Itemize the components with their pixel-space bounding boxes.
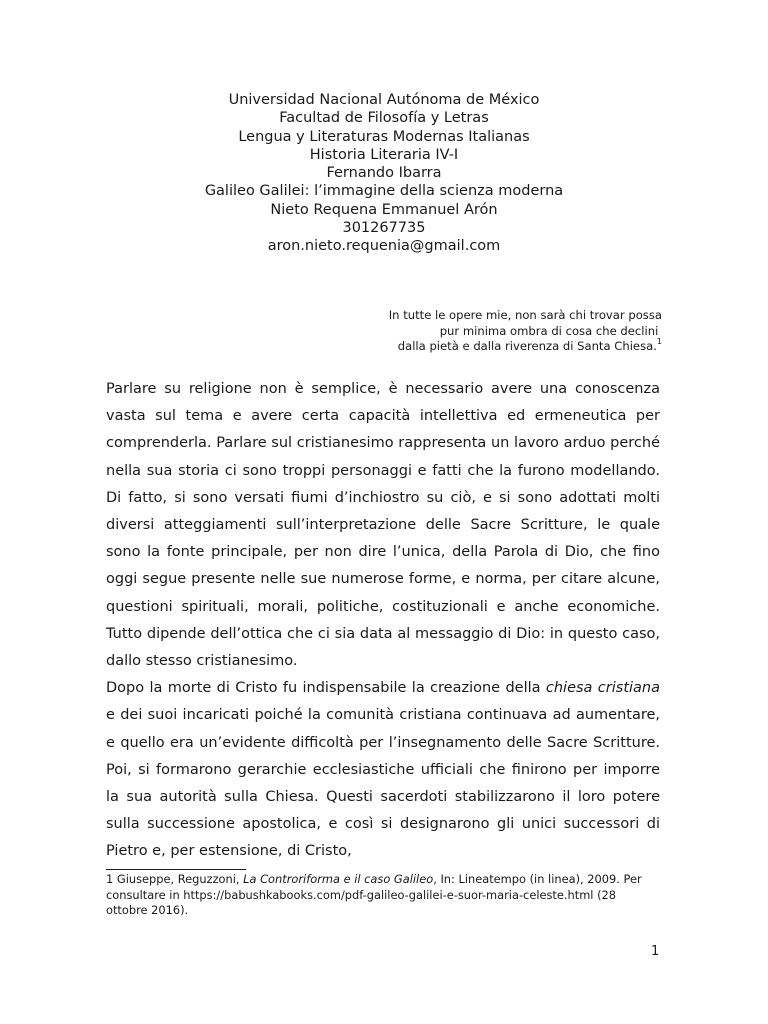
footnote-number: 1	[106, 872, 114, 886]
essay-body	[106, 376, 660, 866]
author-name: Nieto Requena Emmanuel Arón	[270, 201, 498, 218]
degree-program: Lengua y Literaturas Modernas Italianas	[238, 128, 530, 145]
paragraph: Dopo la morte di Cristo fu indispensabile la creazione della chiesa cristiana e dei suoi incaricati poiché la comunità cristiana continuava ad aumentare, e quello era un’evidente difficoltà per l’insegnamento delle Sacre Scritture. Poi, si formarono gerarchie ecclesiastiche ufficiali che finirono per imporre la sua autorità sulla Chiesa. Questi sacerdoti stabilizzarono il loro potere sulla successione apostolica, e così si designarono gli unici successori di Pietro e, per estensione, di Cristo,	[106, 680, 660, 860]
epigraph	[389, 308, 662, 355]
cited-work-title: La Controriforma e il caso Galileo	[243, 872, 434, 886]
footnote-reference: 1	[656, 337, 662, 347]
footnote-separator	[106, 869, 246, 870]
epigraph-line: dalla pietà e dalla riverenza di Santa Chiesa.$^1$	[397, 337, 662, 354]
paragraph: Parlare su religione non è semplice, è necessario avere una conoscenza vasta sul tema e avere certa capacità intellettiva ed ermeneutica per comprenderla. Parlare sul cristianesimo rappresenta un lavoro arduo perché nella sua storia ci sono troppi personaggi e fatti che la furono modellando. Di fatto, si sono versati fiumi d’inchiostro su ciò, e si sono adottati molti diversi atteggiamenti sull’interpretazione delle Sacre Scritture, le quale sono la fonte principale, per non dire l’unica, della Parola di Dio, che fino oggi segue presente nelle sue numerose forme, e norma, per citare alcune, questioni spirituali, morali, politiche, costituzionali e anche economiche. Tutto dipende dell’ottica che ci sia data al messaggio di Dio: in questo caso, dallo stesso cristianesimo.	[106, 381, 660, 670]
page-number: 1	[651, 944, 660, 959]
essay-title: Galileo Galilei: l’immagine della scienza moderna	[204, 183, 564, 200]
student-id: 301267735	[342, 220, 426, 237]
epigraph-line: In tutte le opere mie, non sarà chi trovar possa	[388, 308, 662, 322]
author-email: aron.nieto.requenia@gmail.com	[267, 238, 501, 255]
faculty-name: Facultad de Filosofía y Letras	[279, 110, 489, 127]
emphasized-term: chiesa cristiana	[545, 680, 660, 697]
course-name: Historia Literaria IV-I	[309, 146, 459, 163]
professor-name: Fernando Ibarra	[326, 165, 442, 182]
university-name: Universidad Nacional Autónoma de México	[228, 92, 540, 108]
footnote: 1 Giuseppe, Reguzzoni, La Controriforma e il caso Galileo, In: Lineatempo (in linea), 2009. Per consultare in https://babushkabooks.com/pdf-galileo-galilei-e-suor-maria-celeste.html (28 ottobre 2016).	[106, 872, 642, 917]
epigraph-line: pur minima ombra di cosa che declini	[439, 323, 659, 338]
document-header	[0, 91, 768, 256]
